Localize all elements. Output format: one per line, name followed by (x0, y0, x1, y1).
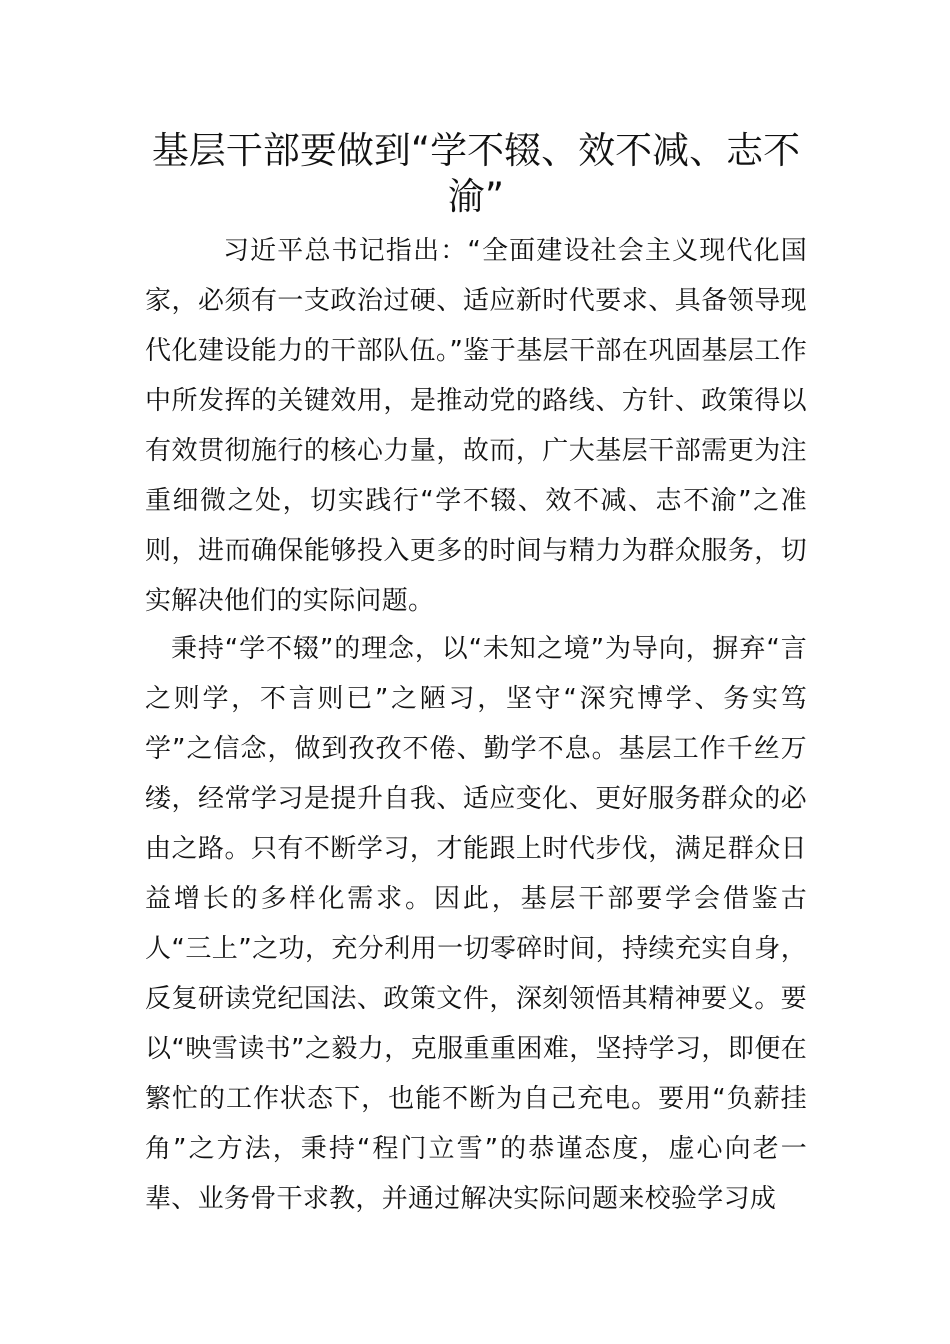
paragraph-2: 秉持“学不辍”的理念，以“未知之境”为导向，摒弃“言之则学，不言则已”之陋习，坚守“深究博学、务实笃学”之信念，做到孜孜不倦、勤学不息。基层工作千丝万缕，经常学习是提升自我、适应变化、更好服务群众的必由之路。只有不断学习，才能跟上时代步伐，满足群众日益增长的多样化需求。因此，基层干部要学会借鉴古人“三上”之功，充分利用一切零碎时间，持续充实自身，反复研读党纪国法、政策文件，深刻领悟其精神要义。要以“映雪读书”之毅力，克服重重困难，坚持学习，即便在繁忙的工作状态下，也能不断为自己充电。要用“负薪挂角”之方法，秉持“程门立雪”的恭谨态度，虚心向老一辈、业务骨干求教，并通过解决实际问题来校验学习成 (145, 634, 807, 1214)
document-title: 基层干部要做到“学不辍、效不减、志不渝” (151, 129, 801, 218)
paragraph-1: 习近平总书记指出：“全面建设社会主义现代化国家，必须有一支政治过硬、适应新时代要求、具备领导现代化建设能力的干部队伍。”鉴于基层干部在巩固基层工作中所发挥的关键效用，是推动党的路线、方针、政策得以有效贯彻施行的核心力量，故而，广大基层干部需更为注重细微之处，切实践行“学不辍、效不减、志不渝”之准则，进而确保能够投入更多的时间与精力为群众服务，切实解决他们的实际问题。 (145, 236, 807, 616)
